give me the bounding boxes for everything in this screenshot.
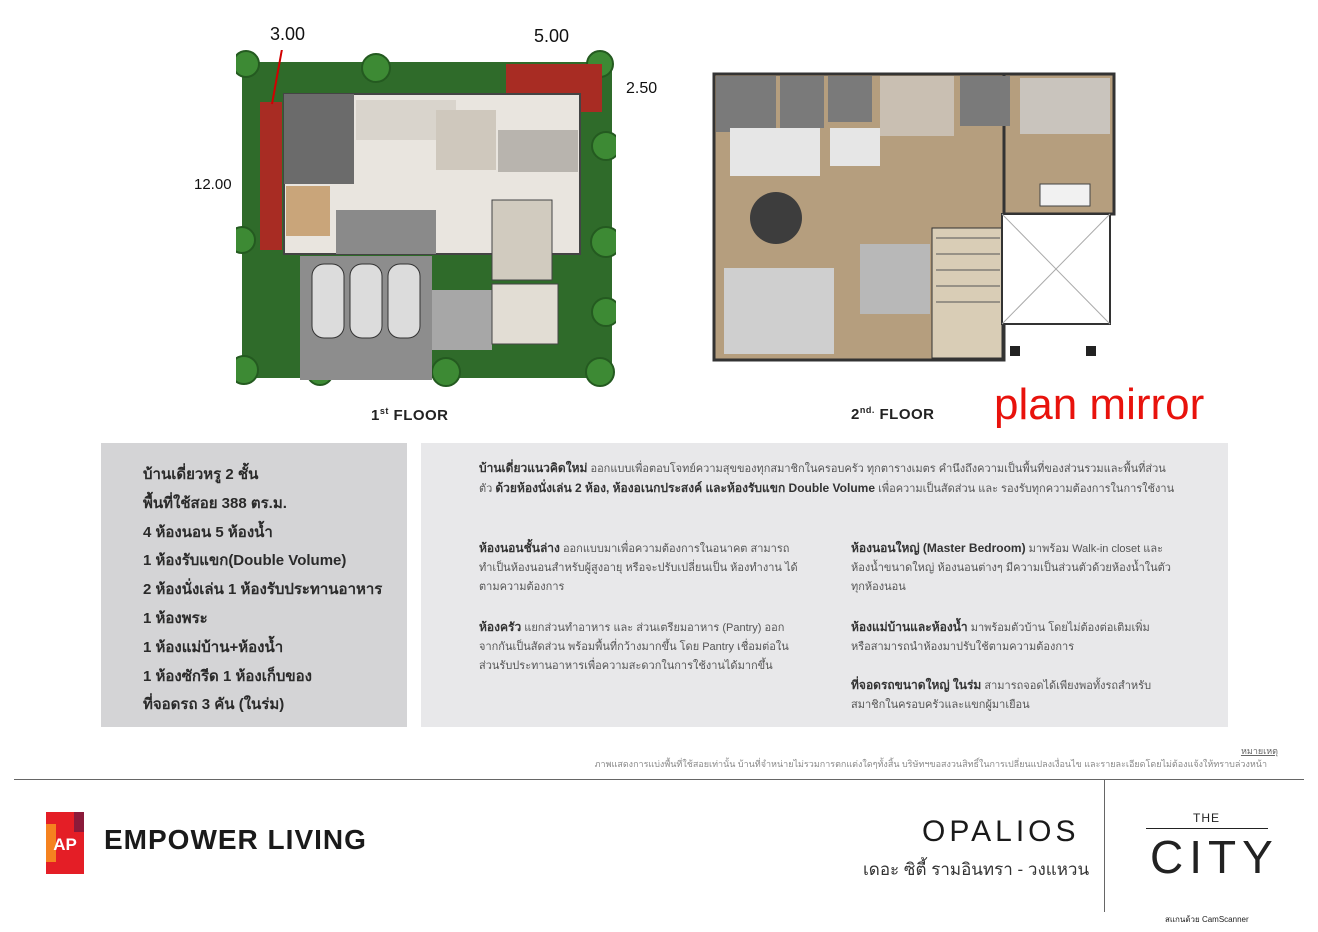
remark-title: หมายเหตุ (1240, 746, 1278, 756)
feature-item: 1 ห้องแม่บ้าน+ห้องน้ำ (143, 638, 284, 656)
project-subtitle: เดอะ ซิตี้ รามอินทรา - วงแหวน (863, 860, 1090, 879)
dimension-label: 12.00 (194, 176, 232, 193)
divider (1104, 780, 1105, 912)
dimension-label: 3.00 (270, 24, 306, 44)
features-box (101, 443, 407, 727)
plan-mirror-note: plan mirror (994, 380, 1205, 429)
intro-paragraph: บ้านเดี่ยวแนวคิดใหม่ ออกแบบเพื่อตอบโจทย์ความสุขของทุกสมาชิกในครอบครัว ทุกตารางเมตร คำนึงถึงความเป็นพื้นที่ของส่วนรวมและพื้นที่ส่วนตัว ด้วยห้องนั่งเล่น 2 ห้อง, ห้องอเนกประสงค์ และห้องรับแขก Double Volume เพื่อความเป็นสัดส่วน และ รองรับทุกความต้องการในการใช้งาน (479, 461, 1175, 495)
divider (14, 779, 1304, 780)
master-bedroom-paragraph: ห้องนอนใหญ่ (Master Bedroom) มาพร้อม Walk-in closet และห้องน้ำขนาดใหญ่ ห้องนอนต่างๆ มีความเป็นส่วนตัวด้วยห้องน้ำในตัวทุกห้องนอน (851, 541, 1171, 593)
svg-text:AP: AP (53, 835, 77, 854)
second-floor-label: $2^{nd.}$ FLOOR (851, 405, 935, 423)
feature-item: 1 ห้องรับแขก(Double Volume) (143, 552, 347, 570)
city-logo: CITY (1150, 831, 1279, 883)
feature-item: 1 ห้องพระ (143, 609, 208, 627)
remark-text: ภาพแสดงการแบ่งพื้นที่ใช้สอยเท่านั้น บ้านที่จำหน่ายไม่รวมการตกแต่งใดๆทั้งสิ้น บริษัทฯขอสงวนสิทธิ์ในการเปลี่ยนแปลงเงื่อนไข และรายละเอียดโดยไม่ต้องแจ้งให้ทราบล่วงหน้า (594, 759, 1267, 769)
description-box (421, 443, 1228, 727)
brand-name: EMPOWER LIVING (104, 824, 367, 855)
city-logo-line (1146, 828, 1268, 829)
lower-bedroom-paragraph: ห้องนอนชั้นล่าง ออกแบบมาเพื่อความต้องการในอนาคต สามารถทำเป็นห้องนอนสำหรับผู้สูงอายุ หรือจะปรับเปลี่ยนเป็น ห้องทำงาน ได้ตามความต้องการ (479, 541, 798, 593)
feature-item: บ้านเดี่ยวหรู 2 ชั้น (143, 466, 259, 483)
dimension-label: 2.50 (626, 80, 658, 97)
ap-logo (46, 812, 84, 874)
parking-paragraph: ที่จอดรถขนาดใหญ่ ในร่ม สามารถจอดได้เพียงพอทั้งรถสำหรับสมาชิกในครอบครัวและแขกผู้มาเยือน (851, 678, 1152, 711)
project-name: OPALIOS (922, 815, 1080, 848)
first-floor-label: 1st FLOOR (371, 406, 449, 424)
second-floor-plan (710, 58, 1120, 374)
feature-item: 2 ห้องนั่งเล่น 1 ห้องรับประทานอาหาร (143, 581, 383, 599)
kitchen-paragraph: ห้องครัว แยกส่วนทำอาหาร และ ส่วนเตรียมอาหาร (Pantry) ออกจากกันเป็นสัดส่วน พร้อมพื้นที่กว้างมากขึ้น โดย Pantry เชื่อมต่อในส่วนรับประทานอาหารเพื่อความสะดวกในการใช้งานได้มากขึ้น (479, 620, 789, 672)
feature-item: พื้นที่ใช้สอย 388 ตร.ม. (143, 494, 287, 512)
city-logo-the: THE (1193, 811, 1220, 825)
maid-room-paragraph: ห้องแม่บ้านและห้องน้ำ มาพร้อมตัวบ้าน โดยไม่ต้องต่อเติมเพิ่ม หรือสามารถนำห้องมาปรับใช้ตามความต้องการ (851, 620, 1150, 653)
feature-item: ที่จอดรถ 3 คัน (ในร่ม) (143, 696, 285, 714)
dimension-label: 5.00 (534, 26, 570, 46)
features-list (101, 443, 407, 720)
first-floor-plan (236, 50, 616, 390)
feature-item: 4 ห้องนอน 5 ห้องน้ำ (143, 523, 273, 541)
feature-item: 1 ห้องซักรีด 1 ห้องเก็บของ (143, 667, 313, 685)
scanner-mark: สแกนด้วย CamScanner (1165, 915, 1249, 924)
